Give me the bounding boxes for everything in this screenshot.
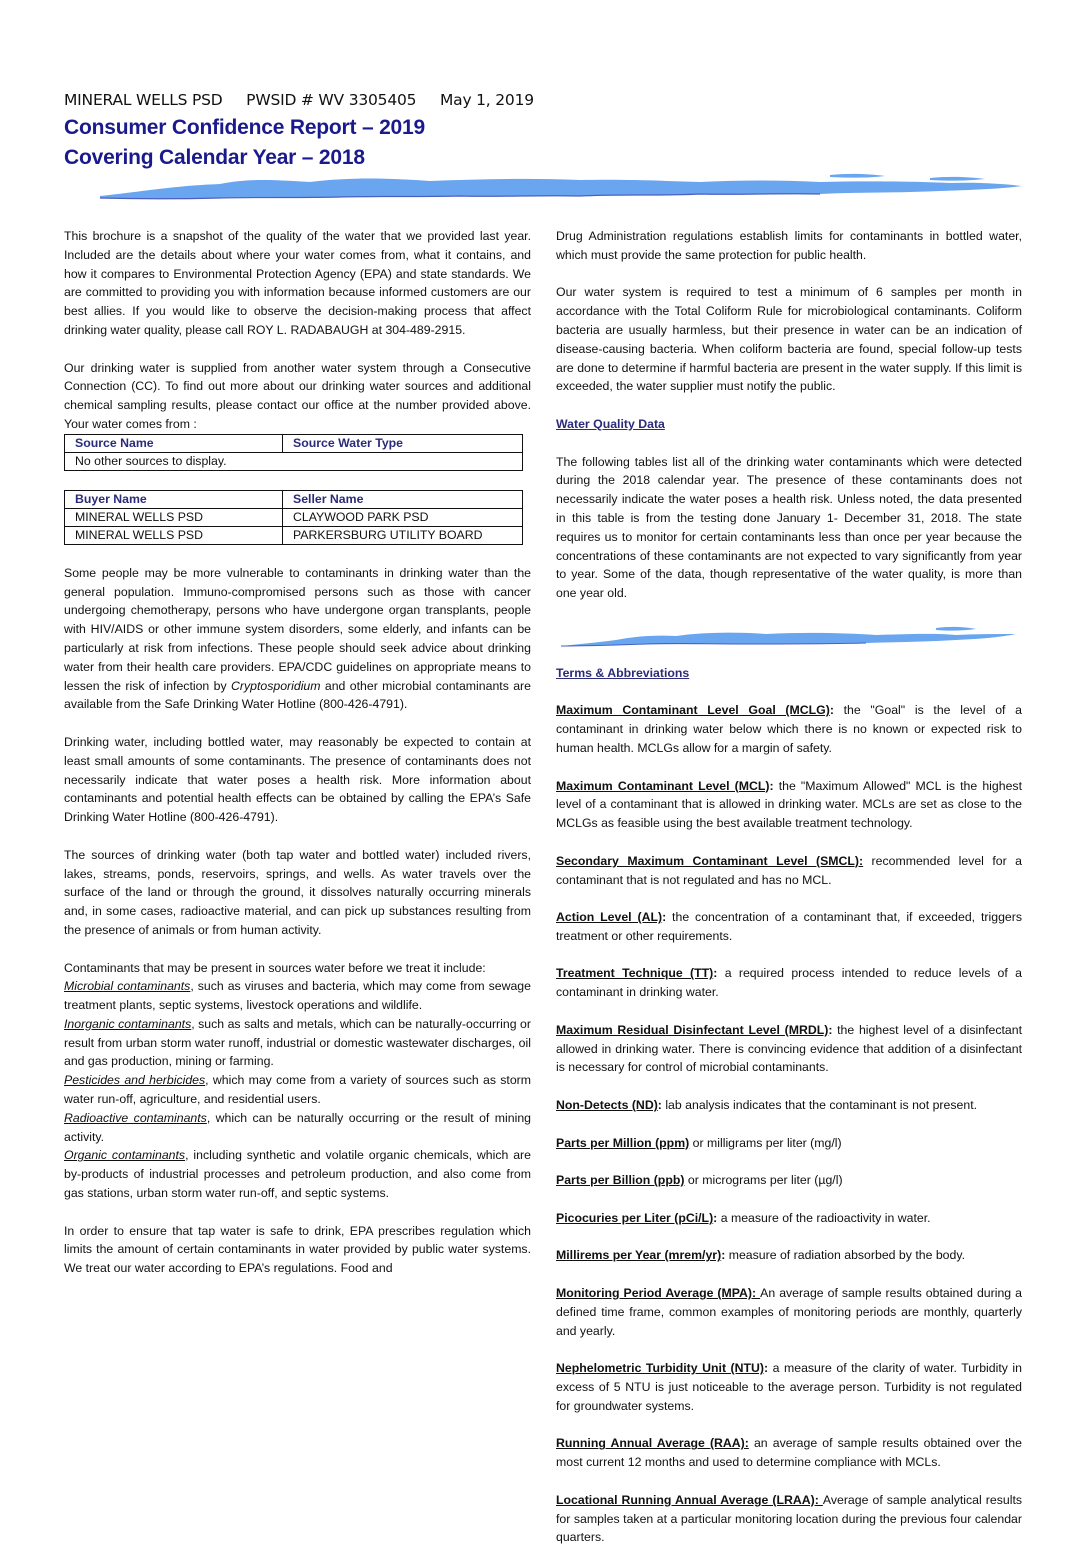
sources-paragraph: The sources of drinking water (both tap water and bottled water) included rivers, lakes, streams, ponds, reservoirs, springs, and wells. As water travels over the surface of the land or through the ground, it dissolves naturally occurring minerals and, in some cases, radioactive material, and can pick up substances resulting from the presence of animals or from human activity. [64,847,531,937]
regulation-paragraph: In order to ensure that tap water is safe to drink, EPA prescribes regulation which limits the amount of certain contaminants in water provided by public water systems. We treat our water according to EPA’s regulations. Food and [64,1223,531,1276]
terms-abbreviations-title: Terms & Abbreviations [556,665,690,680]
term-definition: or micrograms per liter (µg/l) [684,1173,843,1188]
contaminant-text: , such as viruses and bacteria, which may come from sewage treatment plants, septic systems, livestock operations and wildlife. [64,979,531,1013]
system-name: MINERAL WELLS PSD [64,91,223,109]
contaminants-section [64,959,531,1203]
contaminant-label: Inorganic contaminants [64,1016,192,1031]
contaminant-item [64,1109,531,1147]
contaminant-label: Radioactive contaminants [64,1110,207,1125]
term-definition: lab analysis indicates that the contaminant is not present. [661,1098,978,1113]
contaminants-intro: Contaminants that may be present in sources water before we treat it include: [64,960,486,975]
term-label: Parts per Million (ppm) [556,1135,690,1150]
term-label: Maximum Residual Disinfectant Level (MRDL) [556,1022,829,1037]
intro-paragraph: This brochure is a snapshot of the quality of the water that we provided last year. Included are the details about where your water comes from, what it contains, and how it compares to Environmental Protection Agency (EPA) and state standards. We are committed to providing you with information because informed customers are our best allies. If you would like to observe the decision-making process that affect drinking water quality, please call ROY L. RADABAUGH at 304-489-2915. [64,229,531,337]
source-table-header [65,434,523,452]
term-definition: or milligrams per liter (mg/l) [689,1135,842,1150]
contaminant-text: , including synthetic and volatile organic chemicals, which are by-products of industrial processes and petroleum production, and also come from gas stations, urban storm water run-off, and septic systems. [64,1148,531,1201]
term-item [556,1171,1022,1190]
term-sep: : [829,703,834,718]
term-label: Locational Running Annual Average (LRAA): [556,1492,823,1507]
term-item [556,777,1022,833]
term-sep: : [721,1248,726,1263]
term-definition: Average of sample analytical results for samples taken at a particular monitoring location during the previous four calendar quarters. [556,1492,1023,1545]
contaminant-text: , which may come from a variety of sources such as storm water run-off, agriculture, and residential users. [64,1073,532,1107]
source-table [64,434,523,471]
contaminant-item [64,1015,531,1071]
cryptosporidium-term: Cryptosporidium [230,678,321,693]
term-sep: : [764,1361,769,1376]
term-item [556,1491,1022,1547]
table-row [65,508,523,526]
term-item [556,1284,1022,1340]
term-sep: : [713,966,718,981]
term-label: Millirems per Year (mrem/yr) [556,1248,722,1263]
coliform-paragraph: Our water system is required to test a minimum of 6 samples per month in accordance with the Total Coliform Rule for microbiological contaminants. Coliform bacteria are usually harmless, but their presence in water can be an indication of disease-causing bacteria. When coliform bacteria are found, special follow-up tests are done to determine if harmful bacteria are present in the water supply. If this limit is exceeded, the water supplier must notify the public. [556,285,1022,394]
buyer-cell: MINERAL WELLS PSD [65,526,283,544]
term-label: Secondary Maximum Contaminant Level (SMCL): [556,853,864,868]
contaminant-label: Microbial contaminants [64,979,191,994]
report-title: Consumer Confidence Report – 2019 [64,116,425,139]
term-definition: a required process intended to reduce levels of a contaminant in drinking water. [556,966,1022,1000]
vulnerable-text-end: and other microbial contaminants are available from the Safe Drinking Water Hotline (800-426-4791). [64,678,531,712]
term-item [556,1434,1022,1472]
term-sep: : [713,1210,718,1225]
report-subtitle: Covering Calendar Year – 2018 [64,146,365,169]
term-item [556,1209,1022,1228]
supply-paragraph: Our drinking water is supplied from another water system through a Consecutive Connection (CC). To find out more about our drinking water sources and additional chemical sampling results, please contact our office at the number provided above. Your water comes from : [64,360,531,431]
vulnerable-paragraph [64,564,531,714]
term-item [556,1246,1022,1265]
term-label: Monitoring Period Average (MPA): [556,1286,761,1301]
term-definition: a measure of the radioactivity in water. [717,1210,931,1225]
pwsid: PWSID # WV 3305405 [246,91,417,109]
term-definition: the concentration of a contaminant that, if exceeded, triggers treatment or other requirements. [556,910,1022,943]
term-item [556,1021,1022,1077]
term-sep: : [769,778,774,793]
contaminant-item [64,1071,531,1109]
term-sep: : [828,1022,833,1037]
report-header-line [64,91,534,109]
term-item [556,852,1022,890]
term-definition: an average of sample results obtained over the most current 12 months and used to determine compliance with MCLs. [556,1436,1022,1470]
term-item [556,908,1022,946]
vulnerable-text: Some people may be more vulnerable to contaminants in drinking water than the general population. Immuno-compromised persons such as those with cancer undergoing chemotherapy, persons who have undergone organ transplants, people with HIV/AIDS or other immune system disorders, some elderly, and infants can be particularly at risk from infections. These people should seek advice about drinking water from their health care providers. EPA/CDC guidelines on appropriate means to lessen the risk of infection by [64,565,531,693]
buyer-cell: MINERAL WELLS PSD [65,508,283,526]
term-definition: the "Maximum Allowed" MCL is the highest level of a contaminant that is allowed in drinking water. MCLs are set as close to the MCLGs as feasible using the best available treatment technology. [556,778,1022,831]
right-column [556,227,1022,1566]
term-item [556,1134,1022,1153]
term-definition: measure of radiation absorbed by the body. [725,1248,966,1263]
term-item [556,1096,1022,1115]
term-sep: : [657,1098,662,1113]
term-item [556,701,1022,757]
report-date: May 1, 2019 [439,91,534,109]
table-row [65,526,523,544]
contaminant-item [64,1146,531,1202]
terms-heading [556,664,1022,683]
water-wave-divider-top [100,172,1025,202]
seller-cell: CLAYWOOD PARK PSD [283,508,523,526]
term-label: Action Level (AL) [556,910,663,925]
bottled-water-paragraph: Drinking water, including bottled water, may reasonably be expected to contain at least small amounts of some contaminants. The presence of contaminants does not necessarily indicate that water poses a health risk. More information about contaminants and potential health effects can be obtained by calling the EPA’s Safe Drinking Water Hotline (800-426-4791). [64,734,531,825]
seller-cell: PARKERSBURG UTILITY BOARD [283,526,523,544]
term-sep: : [662,910,667,925]
contaminant-label: Pesticides and herbicides [64,1073,206,1088]
contaminant-label: Organic contaminants [64,1148,186,1163]
col-header-buyer-name: Buyer Name [65,490,283,508]
term-label: Nephelometric Turbidity Unit (NTU) [556,1361,765,1376]
term-definition: An average of sample results obtained during a defined time frame, common examples of monitoring periods are monthly, quarterly and yearly. [556,1286,1022,1338]
term-label: Treatment Technique (TT) [556,966,714,981]
water-quality-data-heading [556,415,1022,434]
term-label: Parts per Billion (ppb) [556,1173,685,1188]
terms-list [556,701,1022,1547]
contaminant-text: , which can be naturally occurring or the result of mining activity. [64,1110,531,1144]
water-wave-divider-mid [556,622,1022,652]
contaminant-item [64,977,531,1015]
term-label: Picocuries per Liter (pCi/L) [556,1210,714,1225]
buyer-seller-table [64,490,523,545]
term-item [556,964,1022,1002]
col-header-source-name: Source Name [65,434,283,452]
table-row [65,452,523,470]
fda-paragraph: Drug Administration regulations establish limits for contaminants in bottled water, which must provide the same protection for public health. [556,229,1022,262]
term-definition: the highest level of a disinfectant allowed in drinking water. There is convincing evidence that addition of a disinfectant is necessary for control of microbial contaminants. [556,1022,1022,1075]
left-column [64,227,531,1297]
col-header-seller-name: Seller Name [283,490,523,508]
col-header-source-water-type: Source Water Type [283,434,523,452]
term-definition: the "Goal" is the level of a contaminant in drinking water below which there is no known or expected risk to human health. MCLGs allow for a margin of safety. [556,703,1022,755]
term-definition: recommended level for a contaminant that is not regulated and has no MCL. [556,853,1022,887]
term-label: Maximum Contaminant Level (MCL) [556,778,770,793]
term-label: Maximum Contaminant Level Goal (MCLG) [556,703,830,718]
water-quality-data-paragraph: The following tables list all of the drinking water contaminants which were detected during the 2018 calendar year. The presence of these contaminants does not necessarily indicate the water poses a health risk. Unless noted, the data presented in this table is from the testing done January 1- December 31, 2018. The state requires us to monitor for certain contaminants less than once per year because the concentrations of these contaminants are not expected to vary significantly from year to year. Some of the data, though representative of the water quality, is more than one year old. [556,454,1022,601]
buyer-table-header [65,490,523,508]
term-definition: a measure of the clarity of water. Turbidity in excess of 5 NTU is just noticeable to the average person. Turbidity is not regulated for groundwater systems. [556,1361,1023,1413]
water-quality-data-title: Water Quality Data [556,416,665,431]
source-cell: No other sources to display. [65,452,523,470]
term-item [556,1359,1022,1415]
contaminant-text: , such as salts and metals, which can be naturally-occurring or result from urban storm water runoff, industrial or domestic wastewater discharges, oil and gas production, mining or farming. [64,1016,531,1069]
term-label: Running Annual Average (RAA): [556,1436,749,1451]
term-label: Non-Detects (ND) [556,1098,658,1113]
